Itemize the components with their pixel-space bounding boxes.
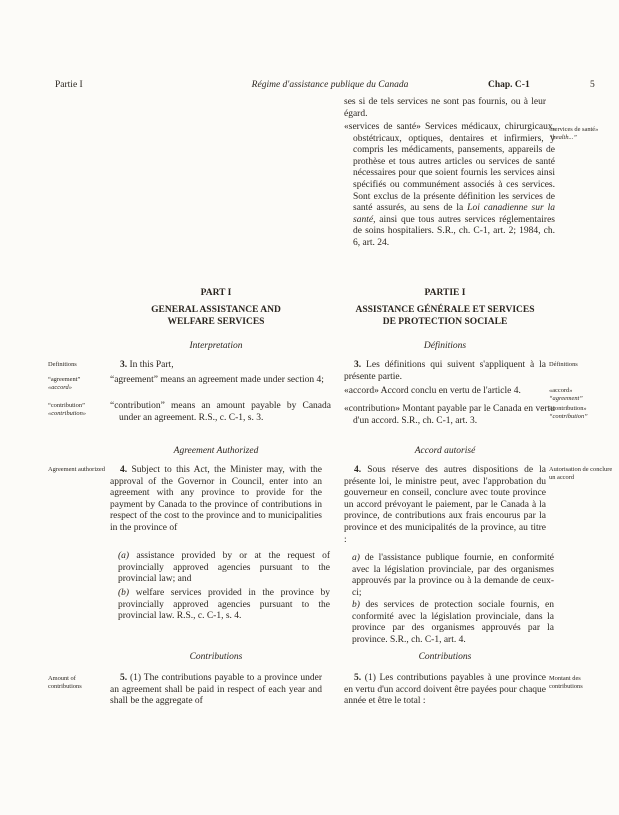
fr-health-services-definition (344, 122, 555, 250)
fr-part-title (344, 305, 546, 328)
fr-health-def-act-title: Loi canadienne sur la santé (353, 203, 556, 225)
en-part-heading: PART I (200, 288, 232, 298)
fr-section-4 (344, 465, 546, 546)
en-part-title-line2: WELFARE SERVICES (167, 316, 265, 327)
fr-contributions-heading: Contributions (418, 652, 472, 662)
fr-section-3-number: 3. (354, 360, 362, 370)
margin-note-autorisation: Autorisation de conclure un accord (549, 466, 613, 481)
en-definition-agreement: “agreement” means an agreement made under section 4; (110, 375, 324, 385)
margin-note-services-de-sante (549, 126, 613, 141)
fr-para-a-text: de l'assistance publique fournie, en conformité avec la législation provinciale, par des organismes approuvés par la province ou à la demande de ceux-ci; (352, 553, 554, 598)
en-interpretation-heading: Interpretation (189, 341, 243, 351)
en-section-5-number: 5. (120, 673, 128, 683)
en-section-4-para-b (110, 588, 330, 623)
en-para-b-label: (b) (118, 588, 130, 598)
fr-section-4-text: Sous réserve des autres dispositions de la présente loi, le ministre peut, avec l'approbation du gouverneur en conseil, conclure avec toute province un accord prévoyant le paiement, par le Canada à la province, de contributions aux frais encourus par la province et des municipalités de la province, au titre : (344, 465, 546, 545)
en-contributions-heading: Contributions (189, 652, 243, 662)
fr-definition-contribution: «contribution» Montant payable par le Canada en vertu d'un accord. S.R., ch. C-1, art. 3. (344, 404, 555, 426)
margin-note-montant-des-contributions: Montant des contributions (549, 675, 583, 690)
fr-definitions-heading: Définitions (423, 341, 467, 351)
fr-section-5-number: 5. (354, 673, 362, 683)
fr-accord-autorise-heading: Accord autorisé (414, 446, 476, 456)
margin-note-contribution-fr (549, 405, 613, 420)
en-definition-contribution: “contribution” means an amount payable by Canada under an agreement. R.S., c. C-1, s. 3. (110, 401, 331, 423)
en-section-3-number: 3. (120, 360, 128, 370)
margin-note-equivalent: «accord» (48, 383, 72, 391)
margin-note-equivalent: “contribution” (549, 412, 588, 420)
fr-part-heading: PARTIE I (424, 288, 466, 298)
en-section-3 (110, 360, 322, 372)
margin-note-amount-of-contributions: Amount of contributions (48, 675, 82, 690)
fr-para-b-text: des services de protection sociale fournis, en conformité avec la législation provinciale, dans la province par des organismes approuvés par la province. S.R., ch. C-1, art. 4. (352, 600, 554, 645)
fr-section-4-para-a (344, 553, 554, 599)
en-part-title (110, 305, 322, 328)
margin-note-definitions-en: Definitions (48, 361, 77, 368)
fr-part-title-line2: DE PROTECTION SOCIALE (382, 316, 508, 327)
margin-note-equivalent: “health...” (549, 133, 577, 141)
margin-note-contribution-en (48, 402, 106, 417)
fr-health-def-text-1: «services de santé» Services médicaux, chirurgicaux, obstétricaux, optiques, dentaires et infirmiers, y compris les médicaments, pansements, appareils de prothèse et tous autres articles ou services de santé nécessaires pour que soient fournis les services ainsi spécifiés ou communément associés à ces services. Sont exclus de la présente définition les services de santé assurés, au sens de la (344, 122, 555, 214)
margin-note-equivalent: “agreement” (549, 394, 583, 402)
en-section-4-number: 4. (120, 465, 128, 475)
margin-note-term: “agreement” (48, 376, 81, 383)
fr-section-4-para-b (344, 600, 554, 646)
en-para-a-label: (a) (118, 551, 130, 561)
fr-part-title-line1: ASSISTANCE GÉNÉRALE ET SERVICES (355, 305, 535, 315)
fr-section-5 (344, 673, 546, 708)
margin-note-term: «services de santé» (549, 126, 599, 133)
margin-note-equivalent: «contribution» (48, 409, 86, 417)
fr-section-3-text: Les définitions qui suivent s'appliquent à la présente partie. (344, 360, 547, 382)
margin-note-term: «accord» (549, 387, 573, 394)
margin-note-agreement-authorized: Agreement authorized (48, 466, 105, 473)
en-section-4 (110, 465, 322, 535)
en-part-title-line1: GENERAL ASSISTANCE AND (151, 305, 281, 315)
margin-note-agreement-en (48, 376, 106, 391)
en-section-4-para-a (110, 551, 330, 586)
running-head-title: Régime d'assistance publique du Canada (251, 80, 409, 90)
fr-health-def-text-2: , ainsi que tous autres services réglementaires de soins hospitaliers. S.R., ch. C-1, art. 2; 1984, ch. 6, art. 24. (353, 214, 555, 248)
en-para-b-text: welfare services provided in the province by provincially approved agencies pursuant to the provincial law. R.S., c. C-1, s. 4. (118, 588, 331, 622)
fr-section-5-text: (1) Les contributions payables à une province en vertu d'un accord doivent être payées pour chaque année et être le total : (344, 673, 546, 707)
fr-definition-accord: «accord» Accord conclu en vertu de l'article 4. (344, 386, 521, 396)
margin-note-term: “contribution” (48, 402, 85, 409)
margin-note-term: «contribution» (549, 405, 587, 412)
en-para-a-text: assistance provided by or at the request of provincially approved agencies pursuant to the provincial law; and (118, 551, 331, 585)
en-agreement-authorized-heading: Agreement Authorized (173, 446, 259, 456)
fr-carryover-paragraph: ses si de tels services ne sont pas fournis, ou à leur égard. (344, 97, 546, 119)
en-section-5-text: (1) The contributions payable to a province under an agreement shall be paid in respect of each year and shall be the aggregate of (110, 673, 323, 707)
page-number: 5 (590, 80, 595, 90)
en-section-3-text: In this Part, (129, 360, 174, 370)
margin-note-accord-fr (549, 387, 613, 402)
en-section-4-text: Subject to this Act, the Minister may, with the approval of the Governor in Council, enter into an agreement with any province to provide for the payment by Canada to the province of contributions in respect of the cost to the province and to municipalities in the province of (110, 465, 323, 533)
fr-section-4-number: 4. (354, 465, 362, 475)
fr-section-3 (344, 360, 546, 383)
en-section-5 (110, 673, 322, 708)
fr-para-a-label: a) (352, 553, 360, 563)
running-head-part: Partie I (55, 80, 83, 90)
page-header (0, 80, 619, 94)
fr-para-b-label: b) (352, 600, 360, 610)
margin-note-definitions-fr: Définitions (549, 361, 578, 368)
chapter-label: Chap. C-1 (488, 80, 530, 90)
